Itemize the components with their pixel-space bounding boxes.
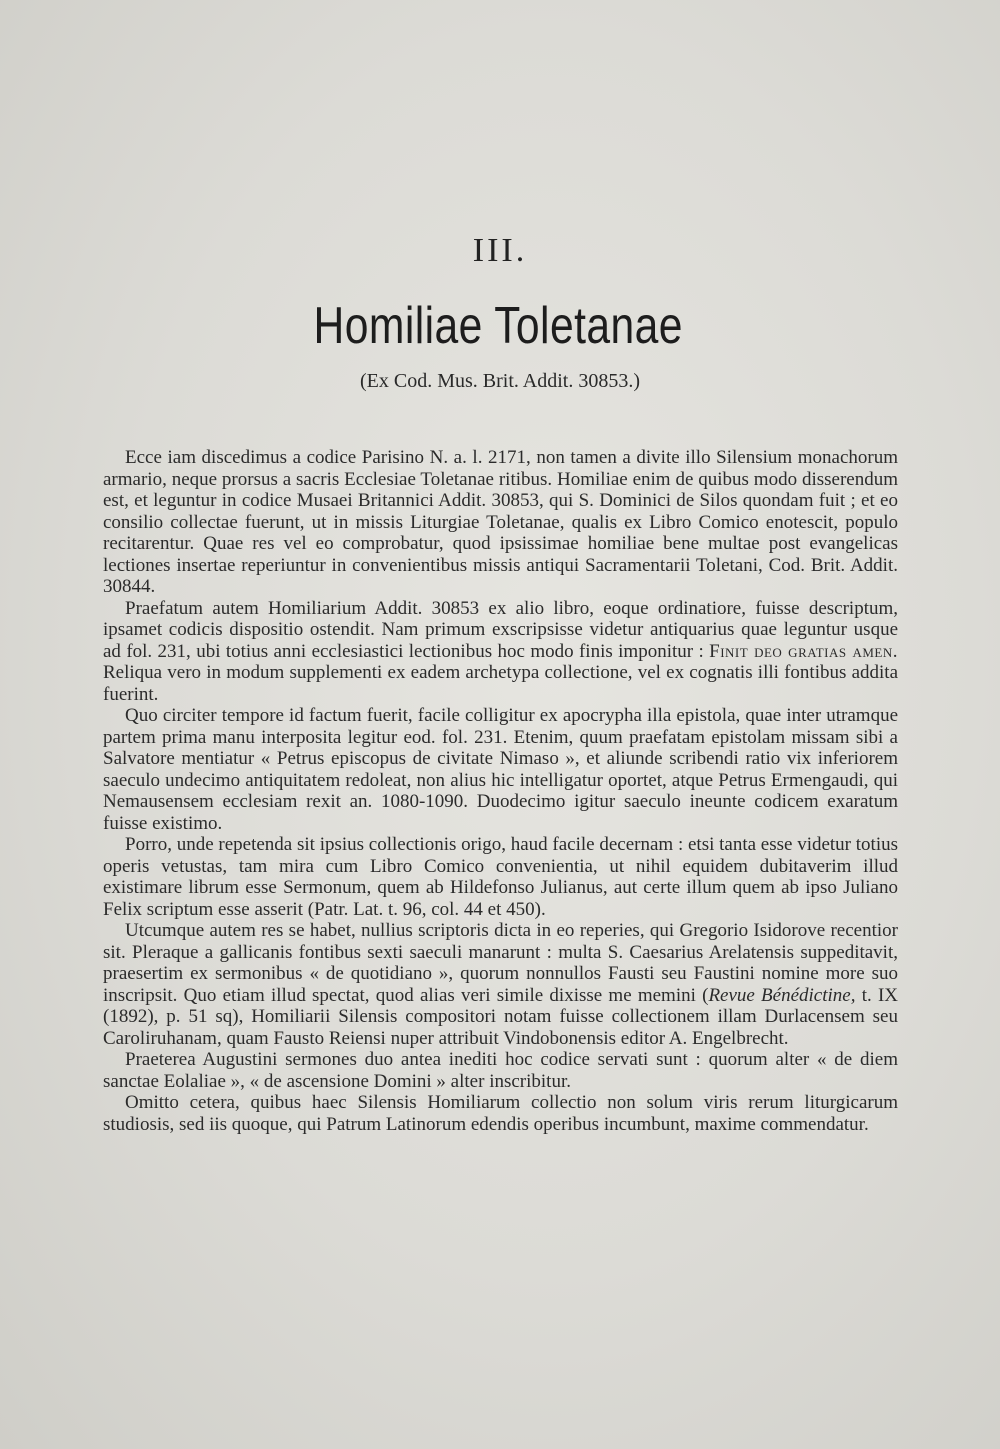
journal-title-italic: Revue Bénédictine, [708, 984, 856, 1006]
paragraph-5-text-b: t. IX (1892), p. 51 sq), Homiliarii Silensis compositori notam fuisse collectionem illam Durlacensem seu Caroliruhanam, quam Fausto Reiensi nuper attribuit Vindobonensis editor A. Engelbrecht. [103, 984, 898, 1049]
paragraph-1: Ecce iam discedimus a codice Parisino N. a. l. 2171, non tamen a divite illo Silensium monachorum armario, neque prorsus a sacris Ecclesiae Toletanae ritibus. Homiliae enim de quibus modo disserendum est, et leguntur in codice Musaei Britannici Addit. 30853, qui S. Dominici de Silos quondam fuit ; et eo consilio collectae fuerunt, ut in missis Liturgiae Toletanae, qualis ex Libro Comico enotescit, populo recitarentur. Quae res vel eo comprobatur, quod ipsissimae homiliae bene multae post evangelicas lectiones insertae reperiuntur in convenientibus missis antiqui Sacramentarii Toletani, Cod. Brit. Addit. 30844. [103, 447, 898, 597]
paragraph-3: Quo circiter tempore id factum fuerit, facile colligitur ex apocrypha illa epistola, quae inter utramque partem prima manu interposita legitur eod. fol. 231. Etenim, quum praefatam epistolam missam sibi a Salvatore mentiatur « Petrus episcopus de civitate Nimaso », et aliunde scribendi ratio vix inferiorem saeculo undecimo antiquitatem redoleat, non alius hic intelligatur oportet, atque Petrus Ermengaudi, qui Nemausensem ecclesiam rexit an. 1080-1090. Duodecimo igitur saeculo ineunte codicem exaratum fuisse existimo. [103, 705, 898, 834]
paragraph-5-text-a: Utcumque autem res se habet, nullius scriptoris dicta in eo reperies, qui Gregorio Isidorove recentior sit. Pleraque a gallicanis fontibus sexti saeculi manarunt : multa S. Caesarius Arelatensis suppeditavit, praesertim ex sermonibus « de quotidiano », quorum nonnullos Fausti seu Faustini nomine more suo inscripsit. Quo etiam illud spectat, quod alias veri simile dixisse me memini ( [103, 920, 898, 1006]
page-title: Homiliae Toletanae [313, 297, 683, 355]
paragraph-4: Porro, unde repetenda sit ipsius collectionis origo, haud facile decernam : etsi tanta esse videtur totius operis vetustas, tam mira cum Libro Comico convenientia, ut nihil equidem dubitaverim illud existimare librum esse Sermonum, quem ab Hildefonso Julianus, aut certe illum quem ab ipso Juliano Felix scriptum esse asserit (Patr. Lat. t. 96, col. 44 et 450). [103, 834, 898, 920]
paragraph-6: Praeterea Augustini sermones duo antea inediti hoc codice servati sunt : quorum alter « de diem sanctae Eolaliae », « de ascensione Domini » alter inscribitur. [103, 1049, 898, 1092]
paragraph-2-text-a: Praefatum autem Homiliarium Addit. 30853 ex alio libro, eoque ordinatiore, fuisse descriptum, ipsamet codicis dispositio ostendit. Nam primum exscripsisse videtur antiquarius quae leguntur usque ad fol. 231, ubi totius anni ecclesiastici lectionibus hoc modo finis imponitur : [103, 597, 898, 662]
paragraph-5 [103, 920, 898, 1049]
body-text [103, 447, 898, 1135]
section-number: III. [472, 232, 528, 269]
paragraph-2-text-b: Reliqua vero in modum supplementi ex eadem archetypa collectione, vel ex cognatis illi fontibus addita fuerint. [103, 662, 898, 705]
page-subtitle: (Ex Cod. Mus. Brit. Addit. 30853.) [359, 370, 640, 392]
colophon-smallcaps: Finit deo gratias amen. [709, 640, 898, 662]
paragraph-7: Omitto cetera, quibus haec Silensis Homiliarum collectio non solum viris rerum liturgicarum studiosis, sed iis quoque, qui Patrum Latinorum edendis operibus incumbunt, maxime commendatur. [103, 1092, 898, 1135]
paragraph-2 [103, 598, 898, 706]
